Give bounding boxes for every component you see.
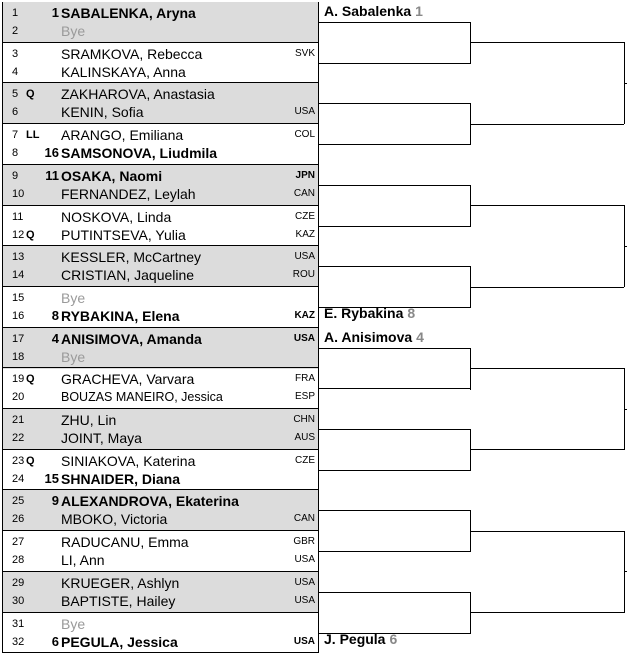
draw-position: 32 [12, 636, 25, 648]
player-row[interactable] [2, 428, 318, 448]
player-name[interactable]: BOUZAS MANEIRO, Jessica [61, 390, 223, 404]
draw-position: 8 [12, 147, 19, 159]
r2-slot-line [318, 510, 470, 511]
country-code: USA [294, 595, 315, 606]
player-name[interactable]: SHNAIDER, Diana [61, 471, 181, 487]
advanced-player-seed: 4 [416, 329, 424, 345]
r2-slot-line [318, 22, 470, 23]
player-row[interactable] [2, 469, 318, 489]
match-6 [2, 206, 318, 247]
player-row[interactable] [2, 265, 318, 285]
advanced-player[interactable] [324, 3, 423, 19]
r2-slot-line [318, 144, 470, 145]
player-row[interactable] [2, 550, 318, 570]
country-code: USA [294, 106, 315, 117]
draw-position: 13 [12, 251, 25, 263]
advanced-player-seed: 1 [415, 3, 423, 19]
r3-slot-line [470, 42, 624, 43]
r3-slot-line [470, 205, 624, 206]
draw-position: 5 [12, 88, 19, 100]
match-7 [2, 246, 318, 287]
match-12 [2, 450, 318, 491]
r2-connector [470, 429, 471, 471]
advanced-player[interactable] [324, 305, 415, 321]
player-row[interactable] [2, 247, 318, 267]
country-code: USA [294, 577, 315, 588]
country-code: CAN [293, 513, 315, 524]
draw-position: 4 [12, 66, 19, 78]
entry-status: Q [26, 88, 35, 100]
draw-position: 1 [12, 7, 19, 19]
bye-label: Bye [61, 290, 86, 306]
player-name[interactable]: KENIN, Sofia [61, 104, 144, 120]
player-name[interactable]: RYBAKINA, Elena [61, 308, 180, 324]
draw-position: 11 [12, 211, 24, 223]
country-code: FRA [295, 373, 315, 384]
advanced-player-name: E. Rybakina [324, 305, 404, 321]
r2-connector [470, 348, 471, 390]
player-name[interactable]: CRISTIAN, Jaqueline [61, 267, 195, 283]
country-code: GBR [293, 536, 315, 547]
player-name[interactable]: KESSLER, McCartney [61, 249, 202, 265]
draw-position: 18 [12, 351, 25, 363]
bye-label: Bye [61, 23, 86, 39]
r2-connector [470, 185, 471, 227]
player-row[interactable] [2, 62, 318, 82]
country-code: USA [293, 636, 315, 647]
advanced-player-name: A. Anisimova [324, 329, 413, 345]
player-row[interactable] [2, 347, 318, 367]
player-name[interactable]: SAMSONOVA, Liudmila [61, 145, 218, 161]
player-row[interactable] [2, 207, 318, 227]
player-name[interactable]: SRAMKOVA, Rebecca [61, 46, 203, 62]
player-row[interactable] [2, 166, 318, 186]
country-code: ESP [294, 391, 315, 402]
match-3 [2, 83, 318, 124]
r2-connector [470, 22, 471, 64]
draw-position: 12 [12, 229, 25, 241]
player-name[interactable]: KRUEGER, Ashlyn [61, 575, 180, 591]
match-11 [2, 409, 318, 450]
player-row[interactable] [2, 632, 318, 652]
country-code: JPN [295, 170, 315, 181]
draw-position: 15 [12, 292, 25, 304]
player-row[interactable] [2, 491, 318, 511]
match-15 [2, 572, 318, 613]
entry-status: LL [26, 129, 40, 141]
seed-number: 8 [51, 308, 59, 323]
country-code: KAZ [295, 229, 315, 240]
player-name[interactable]: MBOKO, Victoria [61, 511, 168, 527]
player-row[interactable] [2, 288, 318, 308]
player-row[interactable] [2, 225, 318, 245]
r2-slot-line [318, 266, 470, 267]
player-row[interactable] [2, 509, 318, 529]
entry-status: Q [26, 229, 35, 241]
advanced-player[interactable] [324, 631, 397, 647]
draw-position: 14 [12, 269, 25, 281]
player-name[interactable]: ZAKHAROVA, Anastasia [61, 86, 215, 102]
player-name[interactable]: KALINSKAYA, Anna [61, 64, 186, 80]
player-name[interactable]: ZHU, Lin [61, 412, 117, 428]
draw-position: 23 [12, 455, 25, 467]
country-code: USA [294, 554, 315, 565]
match-13 [2, 490, 318, 531]
match-8 [2, 287, 318, 328]
r2-slot-line [318, 185, 470, 186]
country-code: USA [293, 333, 315, 344]
player-row[interactable] [2, 143, 318, 163]
match-5 [2, 165, 318, 206]
player-row[interactable] [2, 532, 318, 552]
player-row[interactable] [2, 410, 318, 430]
seed-number: 16 [44, 145, 59, 160]
draw-position: 25 [12, 495, 25, 507]
player-row[interactable] [2, 387, 318, 407]
country-code: CAN [293, 188, 315, 199]
player-name[interactable]: ANISIMOVA, Amanda [61, 331, 202, 347]
player-name[interactable]: PEGULA, Jessica [61, 634, 178, 650]
advanced-player-name: A. Sabalenka [324, 3, 412, 19]
player-name[interactable]: ALEXANDROVA, Ekaterina [61, 493, 239, 509]
match-1 [2, 2, 318, 43]
player-row[interactable] [2, 84, 318, 104]
country-code: AUS [294, 432, 315, 443]
player-name[interactable]: OSAKA, Naomi [61, 168, 163, 184]
match-14 [2, 531, 318, 572]
draw-position: 17 [12, 333, 25, 345]
draw-position: 7 [12, 129, 19, 141]
player-row[interactable] [2, 306, 318, 326]
player-name[interactable]: SINIAKOVA, Katerina [61, 453, 196, 469]
r2-slot-line [318, 592, 470, 593]
r3-slot-line [470, 368, 624, 369]
country-code: SVK [294, 48, 315, 59]
draw-border-right [318, 2, 319, 653]
player-row[interactable] [2, 573, 318, 593]
draw-position: 6 [12, 106, 19, 118]
draw-position: 27 [12, 536, 25, 548]
draw-position: 28 [12, 554, 25, 566]
player-name[interactable]: GRACHEVA, Varvara [61, 371, 195, 387]
r2-slot-line [318, 551, 470, 552]
r2-slot-line [318, 429, 470, 430]
r3-slot-line [470, 612, 624, 613]
player-row[interactable] [2, 102, 318, 122]
draw-position: 2 [12, 25, 19, 37]
country-code: ROU [292, 269, 315, 280]
seed-number: 9 [51, 493, 59, 508]
entry-status: Q [26, 373, 35, 385]
draw-position: 3 [12, 48, 19, 60]
country-code: KAZ [294, 310, 315, 321]
r2-slot-line [318, 348, 470, 349]
draw-position: 20 [12, 391, 25, 403]
player-name[interactable]: BAPTISTE, Hailey [61, 593, 176, 609]
draw-position: 30 [12, 595, 25, 607]
draw-position: 31 [12, 618, 25, 630]
r3-connector [624, 531, 625, 613]
draw-position: 24 [12, 473, 25, 485]
r3-slot-line [470, 287, 624, 288]
player-row[interactable] [2, 44, 318, 64]
advanced-player-seed: 6 [389, 631, 398, 647]
player-row[interactable] [2, 184, 318, 204]
draw-position: 16 [12, 310, 25, 322]
player-row[interactable] [2, 125, 318, 145]
match-10 [2, 368, 318, 409]
match-2 [2, 43, 318, 84]
player-name[interactable]: PUTINTSEVA, Yulia [61, 227, 186, 243]
r3-slot-line [470, 449, 624, 450]
match-4 [2, 124, 318, 165]
r2-connector [470, 592, 471, 634]
draw-position: 10 [12, 188, 25, 200]
country-code: CZE [295, 455, 315, 466]
seed-number: 11 [45, 168, 59, 183]
draw-position: 21 [12, 414, 25, 426]
player-name[interactable]: LI, Ann [61, 552, 105, 568]
match-9 [2, 328, 318, 369]
draw-position: 19 [12, 373, 25, 385]
player-name[interactable]: ARANGO, Emiliana [61, 127, 184, 143]
bye-label: Bye [61, 349, 86, 365]
r3-slot-line [470, 124, 624, 125]
player-name[interactable]: JOINT, Maya [61, 430, 142, 446]
player-row[interactable] [2, 3, 318, 23]
player-row[interactable] [2, 21, 318, 41]
r2-slot-line [318, 226, 470, 227]
seed-number: 1 [51, 5, 59, 20]
draw-border-left [2, 2, 3, 653]
country-code: CHN [293, 414, 315, 425]
r2-slot-line [318, 470, 470, 471]
draw-position: 9 [12, 170, 19, 182]
draw-position: 22 [12, 432, 25, 444]
seed-number: 15 [44, 471, 59, 486]
draw-position: 29 [12, 577, 25, 589]
country-code: USA [294, 251, 315, 262]
advanced-player-name: J. Pegula [324, 631, 386, 647]
player-name[interactable]: RADUCANU, Emma [61, 534, 189, 550]
match-16 [2, 613, 318, 654]
player-row[interactable] [2, 329, 318, 349]
player-name[interactable]: NOSKOVA, Linda [61, 209, 172, 225]
player-row[interactable] [2, 451, 318, 471]
player-row[interactable] [2, 369, 318, 389]
r2-slot-line [318, 103, 470, 104]
player-row[interactable] [2, 591, 318, 611]
player-row[interactable] [2, 614, 318, 634]
r2-slot-line [318, 388, 470, 389]
draw-position: 26 [12, 513, 25, 525]
country-code: CZE [295, 211, 315, 222]
advanced-player[interactable] [324, 329, 424, 345]
player-name[interactable]: SABALENKA, Aryna [61, 5, 196, 21]
player-name[interactable]: FERNANDEZ, Leylah [61, 186, 196, 202]
entry-status: Q [26, 455, 35, 467]
country-code: COL [294, 129, 315, 140]
seed-number: 4 [51, 331, 59, 346]
seed-number: 6 [51, 634, 59, 649]
r3-slot-line [470, 531, 624, 532]
r2-slot-line [318, 63, 470, 64]
advanced-player-seed: 8 [407, 305, 416, 321]
bye-label: Bye [61, 616, 86, 632]
